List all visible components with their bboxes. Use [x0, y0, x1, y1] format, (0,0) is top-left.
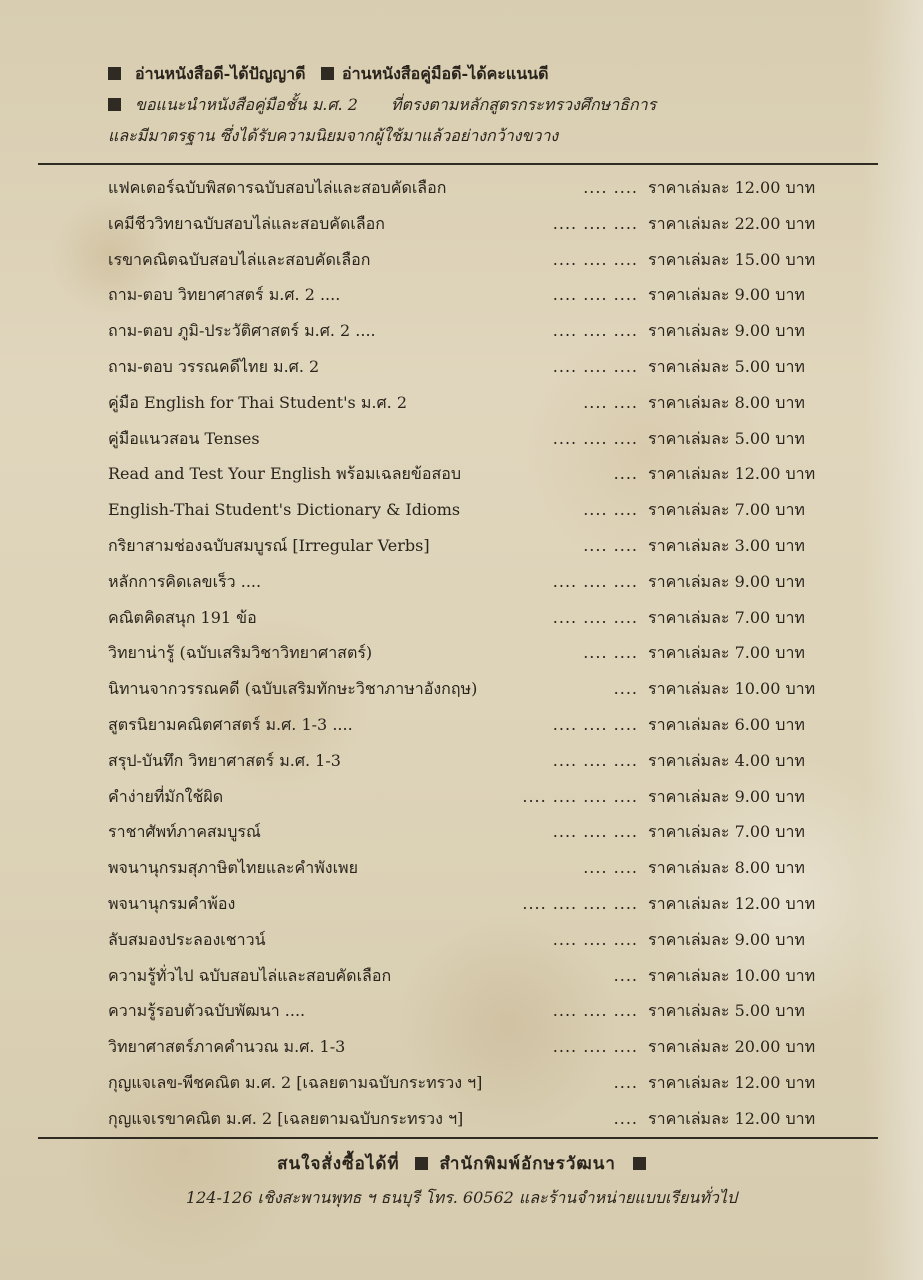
book-title: ถาม-ตอบ วิทยาศาสตร์ ม.ศ. 2 ....: [108, 285, 341, 305]
book-price: ราคาเล่มละ 9.00 บาท: [648, 786, 805, 806]
book-price: ราคาเล่มละ 12.00 บาท: [648, 178, 816, 197]
leader-dots: .... ....: [583, 535, 638, 555]
book-row: [108, 492, 838, 528]
book-title: เคมีชีววิทยาฉบับสอบไล่และสอบคัดเลือก: [108, 213, 385, 233]
paper-edge: [863, 0, 923, 1280]
book-price: ราคาเล่มละ 22.00 บาท: [648, 213, 816, 233]
leader-dots: ....: [613, 1108, 638, 1128]
book-price: ราคาเล่มละ 9.00 บาท: [648, 571, 805, 591]
book-title: กริยาสามช่องฉบับสมบูรณ์ [Irregular Verbs]: [108, 535, 430, 555]
leader-dots: .... .... ....: [552, 1037, 638, 1057]
book-price: ราคาเล่มละ 12.00 บาท: [648, 1072, 816, 1092]
book-row: [108, 993, 838, 1029]
book-row: [108, 277, 838, 313]
bottom-divider: [38, 1137, 878, 1139]
book-title: คู่มือ English for Thai Student's ม.ศ. 2: [108, 392, 407, 412]
book-title: ความรู้รอบตัวฉบับพัฒนา ....: [108, 1001, 306, 1021]
book-price: ราคาเล่มละ 9.00 บาท: [648, 285, 805, 305]
book-row: [108, 958, 838, 994]
leader-dots: .... .... ....: [552, 607, 638, 627]
book-title: สรุป-บันทึก วิทยาศาสตร์ ม.ศ. 1-3: [108, 750, 341, 770]
book-title: เรขาคณิตฉบับสอบไล่และสอบคัดเลือก: [108, 249, 371, 269]
curriculum-text: ที่ตรงตามหลักสูตรกระทรวงศึกษาธิการ: [390, 95, 657, 114]
top-divider: [38, 163, 878, 165]
square-bullet-icon: [108, 98, 121, 111]
book-price: ราคาเล่มละ 20.00 บาท: [648, 1037, 816, 1057]
square-bullet-icon: [108, 67, 121, 80]
book-row: [108, 707, 838, 743]
book-title: พจนานุกรมสุภาษิตไทยและคำพังเพย: [108, 858, 358, 878]
header-standard-line: [108, 120, 828, 151]
book-price: ราคาเล่มละ 5.00 บาท: [648, 1001, 805, 1021]
book-row: [108, 850, 838, 886]
book-price: ราคาเล่มละ 12.00 บาท: [648, 1108, 816, 1128]
leader-dots: .... .... ....: [552, 571, 638, 591]
book-price: ราคาเล่มละ 10.00 บาท: [648, 679, 816, 699]
book-row: [108, 743, 838, 779]
book-title: คำง่ายที่มักใช้ผิด: [108, 786, 224, 806]
book-title: วิทยาศาสตร์ภาคคำนวณ ม.ศ. 1-3: [108, 1037, 346, 1057]
book-price: ราคาเล่มละ 6.00 บาท: [648, 714, 805, 734]
slogan-right: อ่านหนังสือคู่มือดี-ได้คะแนนดี: [342, 64, 549, 83]
leader-dots: .... .... .... ....: [522, 893, 638, 913]
book-title: ลับสมองประลองเชาวน์: [108, 929, 266, 949]
header-recommend-line: [108, 89, 828, 120]
book-row: [108, 385, 838, 421]
leader-dots: .... .... ....: [552, 356, 638, 376]
publisher-address: 124-126 เชิงสะพานพุทธ ฯ ธนบุรี โทร. 60562 และร้านจำหน่ายแบบเรียนทั่วไป: [185, 1188, 738, 1207]
leader-dots: .... .... ....: [552, 249, 638, 269]
leader-dots: .... .... ....: [552, 213, 638, 233]
standard-text: และมีมาตรฐาน ซึ่งได้รับความนิยมจากผู้ใช้มาแล้วอย่างกว้างขวาง: [108, 126, 559, 145]
book-price: ราคาเล่มละ 9.00 บาท: [648, 321, 805, 341]
book-title: ถาม-ตอบ วรรณคดีไทย ม.ศ. 2: [108, 356, 320, 376]
book-row: [108, 600, 838, 636]
header: [108, 58, 828, 151]
book-row: [108, 1029, 838, 1065]
book-row: [108, 814, 838, 850]
book-row: [108, 206, 838, 242]
book-price: ราคาเล่มละ 3.00 บาท: [648, 535, 805, 555]
leader-dots: .... ....: [583, 500, 638, 520]
book-price: ราคาเล่มละ 7.00 บาท: [648, 607, 805, 627]
book-price: ราคาเล่มละ 8.00 บาท: [648, 858, 805, 878]
leader-dots: ....: [613, 965, 638, 985]
leader-dots: .... .... ....: [552, 285, 638, 305]
book-title: ถาม-ตอบ ภูมิ-ประวัติศาสตร์ ม.ศ. 2 ....: [108, 321, 376, 341]
book-price: ราคาเล่มละ 7.00 บาท: [648, 822, 805, 842]
leader-dots: ....: [613, 679, 638, 699]
leader-dots: .... .... ....: [552, 321, 638, 341]
book-title: พจนานุกรมคำพ้อง: [108, 893, 236, 913]
recommend-text: ขอแนะนำหนังสือคู่มือชั้น ม.ศ. 2: [135, 95, 358, 114]
book-price: ราคาเล่มละ 12.00 บาท: [648, 893, 816, 913]
book-row: [108, 1065, 838, 1101]
slogan-left: อ่านหนังสือดี-ได้ปัญญาดี: [135, 64, 306, 83]
book-title: กุญแจเลข-พีชคณิต ม.ศ. 2 [เฉลยตามฉบับกระทรวง ฯ]: [108, 1072, 483, 1092]
book-title: คู่มือแนวสอน Tenses: [108, 428, 260, 448]
book-row: [108, 170, 838, 206]
leader-dots: .... .... ....: [552, 428, 638, 448]
book-price: ราคาเล่มละ 7.00 บาท: [648, 500, 805, 520]
book-title: ราชาศัพท์ภาคสมบูรณ์: [108, 822, 261, 842]
book-title: หลักการคิดเลขเร็ว ....: [108, 571, 262, 591]
book-price: ราคาเล่มละ 9.00 บาท: [648, 929, 805, 949]
book-price: ราคาเล่มละ 10.00 บาท: [648, 965, 816, 985]
leader-dots: .... ....: [583, 643, 638, 663]
book-title: วิทยาน่ารู้ (ฉบับเสริมวิชาวิทยาศาสตร์): [108, 643, 373, 663]
leader-dots: ....: [613, 464, 638, 484]
leader-dots: .... .... ....: [552, 929, 638, 949]
leader-dots: .... ....: [583, 858, 638, 878]
book-row: [108, 671, 838, 707]
book-title: คณิตคิดสนุก 191 ข้อ: [108, 607, 257, 627]
book-price: ราคาเล่มละ 12.00 บาท: [648, 464, 816, 484]
publisher-name: สำนักพิมพ์อักษรวัฒนา: [439, 1154, 616, 1174]
book-row: [108, 349, 838, 385]
leader-dots: .... .... ....: [552, 822, 638, 842]
header-slogan-line: [108, 58, 828, 89]
book-row: [108, 421, 838, 457]
leader-dots: .... .... ....: [552, 1001, 638, 1021]
book-title: Read and Test Your English พร้อมเฉลยข้อสอบ: [108, 464, 462, 484]
book-title: กุญแจเรขาคณิต ม.ศ. 2 [เฉลยตามฉบับกระทรวง ฯ]: [108, 1108, 464, 1128]
book-row: [108, 779, 838, 815]
book-title: English-Thai Student's Dictionary & Idioms: [108, 500, 461, 520]
book-row: [108, 886, 838, 922]
book-title: สูตรนิยามคณิตศาสตร์ ม.ศ. 1-3 ....: [108, 714, 353, 734]
leader-dots: ....: [613, 1072, 638, 1092]
leader-dots: .... ....: [583, 178, 638, 197]
book-price: ราคาเล่มละ 7.00 บาท: [648, 643, 805, 663]
book-row: [108, 1101, 838, 1137]
leader-dots: .... .... ....: [552, 714, 638, 734]
book-row: [108, 922, 838, 958]
book-title: ความรู้ทั่วไป ฉบับสอบไล่และสอบคัดเลือก: [108, 965, 392, 985]
leader-dots: .... ....: [583, 392, 638, 412]
order-label: สนใจสั่งซื้อได้ที่: [277, 1154, 400, 1174]
book-row: [108, 313, 838, 349]
book-price: ราคาเล่มละ 4.00 บาท: [648, 750, 805, 770]
book-price: ราคาเล่มละ 15.00 บาท: [648, 249, 816, 269]
book-row: [108, 528, 838, 564]
book-price: ราคาเล่มละ 5.00 บาท: [648, 356, 805, 376]
book-row: [108, 635, 838, 671]
square-bullet-icon: [321, 67, 334, 80]
leader-dots: .... .... .... ....: [522, 786, 638, 806]
book-row: [108, 564, 838, 600]
book-row: [108, 456, 838, 492]
leader-dots: .... .... ....: [552, 750, 638, 770]
square-bullet-icon: [633, 1157, 646, 1170]
book-price-list: [108, 170, 838, 1137]
order-line: [0, 1150, 923, 1177]
book-title: นิทานจากวรรณคดี (ฉบับเสริมทักษะวิชาภาษาอังกฤษ): [108, 679, 478, 699]
book-row: [108, 242, 838, 278]
book-price: ราคาเล่มละ 8.00 บาท: [648, 392, 805, 412]
book-title: แฟคเตอร์ฉบับพิสดารฉบับสอบไล่และสอบคัดเลือก: [108, 178, 447, 197]
square-bullet-icon: [415, 1157, 428, 1170]
book-price: ราคาเล่มละ 5.00 บาท: [648, 428, 805, 448]
